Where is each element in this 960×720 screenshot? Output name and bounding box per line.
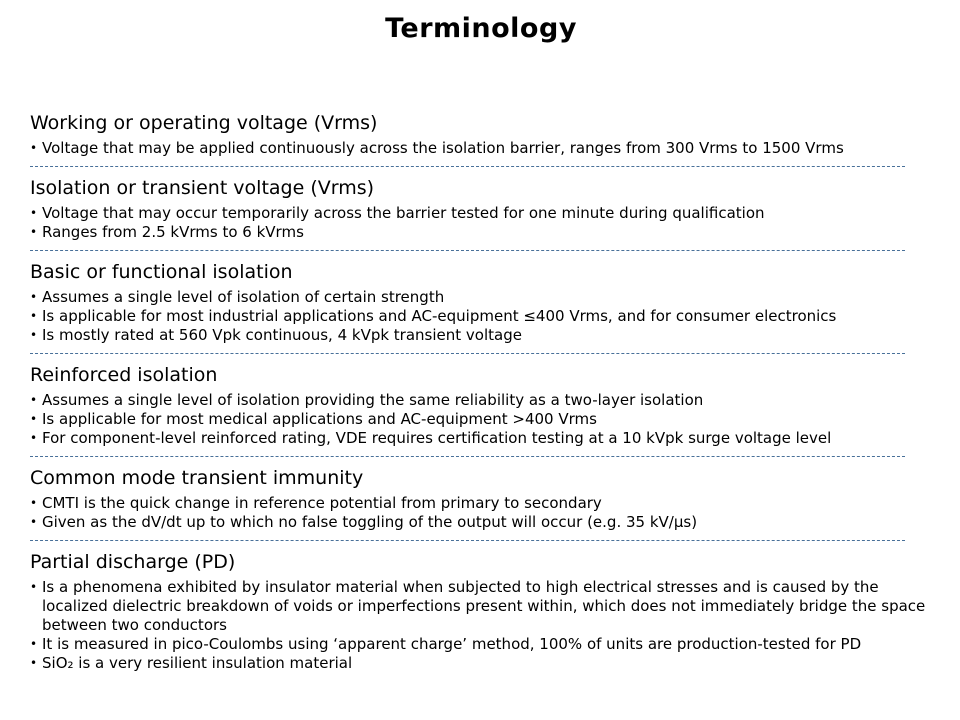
bullet-item [30, 204, 932, 223]
bullet-list [30, 494, 932, 532]
section-reinforced-isolation [30, 364, 932, 448]
section-partial-discharge [30, 551, 932, 673]
bullet-text: For component-level reinforced rating, VDE requires certification testing at a 10 kVpk surge voltage level [42, 429, 832, 447]
bullet-text: Given as the dV/dt up to which no false toggling of the output will occur (e.g. 35 kV/µs) [42, 513, 698, 531]
bullet-icon: • [30, 496, 38, 510]
bullet-icon: • [30, 141, 38, 155]
section-isolation-voltage [30, 177, 932, 242]
bullet-item [30, 635, 932, 654]
bullet-icon: • [30, 309, 38, 323]
bullet-list [30, 391, 932, 448]
bullet-text: Is a phenomena exhibited by insulator material when subjected to high electrical stresses and is caused by the localized dielectric breakdown of voids or imperfections present within, which does not immediately bridge the space between two conductors [42, 578, 926, 634]
section-heading: Partial discharge (PD) [30, 551, 236, 573]
section-heading: Working or operating voltage (Vrms) [30, 112, 378, 134]
section-heading: Reinforced isolation [30, 364, 218, 386]
bullet-list [30, 204, 932, 242]
bullet-text: Is mostly rated at 560 Vpk continuous, 4 kVpk transient voltage [42, 326, 522, 344]
bullet-icon: • [30, 580, 38, 594]
section-working-voltage [30, 112, 932, 158]
bullet-icon: • [30, 328, 38, 342]
bullet-text: SiO₂ is a very resilient insulation material [42, 654, 353, 672]
bullet-item [30, 513, 932, 532]
bullet-item [30, 494, 932, 513]
section-heading: Basic or functional isolation [30, 261, 293, 283]
section-divider [30, 166, 905, 167]
page-title: Terminology [385, 13, 577, 44]
bullet-item [30, 410, 932, 429]
bullet-text: Is applicable for most industrial applications and AC-equipment ≤400 Vrms, and for consumer electronics [42, 307, 837, 325]
section-basic-isolation [30, 261, 932, 345]
bullet-icon: • [30, 290, 38, 304]
section-cmti [30, 467, 932, 532]
bullet-icon: • [30, 393, 38, 407]
bullet-item [30, 139, 932, 158]
bullet-list [30, 288, 932, 345]
section-heading: Common mode transient immunity [30, 467, 364, 489]
bullet-item [30, 391, 932, 410]
bullet-item [30, 429, 932, 448]
bullet-icon: • [30, 206, 38, 220]
bullet-icon: • [30, 637, 38, 651]
bullet-item [30, 578, 932, 635]
section-divider [30, 540, 905, 541]
bullet-icon: • [30, 515, 38, 529]
bullet-icon: • [30, 656, 38, 670]
bullet-item [30, 307, 932, 326]
bullet-icon: • [30, 412, 38, 426]
bullet-text: Assumes a single level of isolation providing the same reliability as a two-layer isolation [42, 391, 704, 409]
bullet-item [30, 223, 932, 242]
bullet-item [30, 288, 932, 307]
bullet-item [30, 326, 932, 345]
section-heading: Isolation or transient voltage (Vrms) [30, 177, 375, 199]
bullet-icon: • [30, 225, 38, 239]
bullet-icon: • [30, 431, 38, 445]
bullet-list [30, 578, 932, 673]
bullet-list [30, 139, 932, 158]
section-divider [30, 456, 905, 457]
section-divider [30, 250, 905, 251]
bullet-text: It is measured in pico-Coulombs using ‘apparent charge’ method, 100% of units are production-tested for PD [42, 635, 862, 653]
bullet-text: Voltage that may be applied continuously across the isolation barrier, ranges from 300 Vrms to 1500 Vrms [42, 139, 844, 157]
bullet-text: Assumes a single level of isolation of certain strength [42, 288, 445, 306]
section-divider [30, 353, 905, 354]
bullet-text: Voltage that may occur temporarily across the barrier tested for one minute during qualification [42, 204, 765, 222]
bullet-item [30, 654, 932, 673]
bullet-text: Is applicable for most medical applications and AC-equipment >400 Vrms [42, 410, 597, 428]
sections-container [30, 112, 932, 673]
bullet-text: CMTI is the quick change in reference potential from primary to secondary [42, 494, 602, 512]
bullet-text: Ranges from 2.5 kVrms to 6 kVrms [42, 223, 304, 241]
